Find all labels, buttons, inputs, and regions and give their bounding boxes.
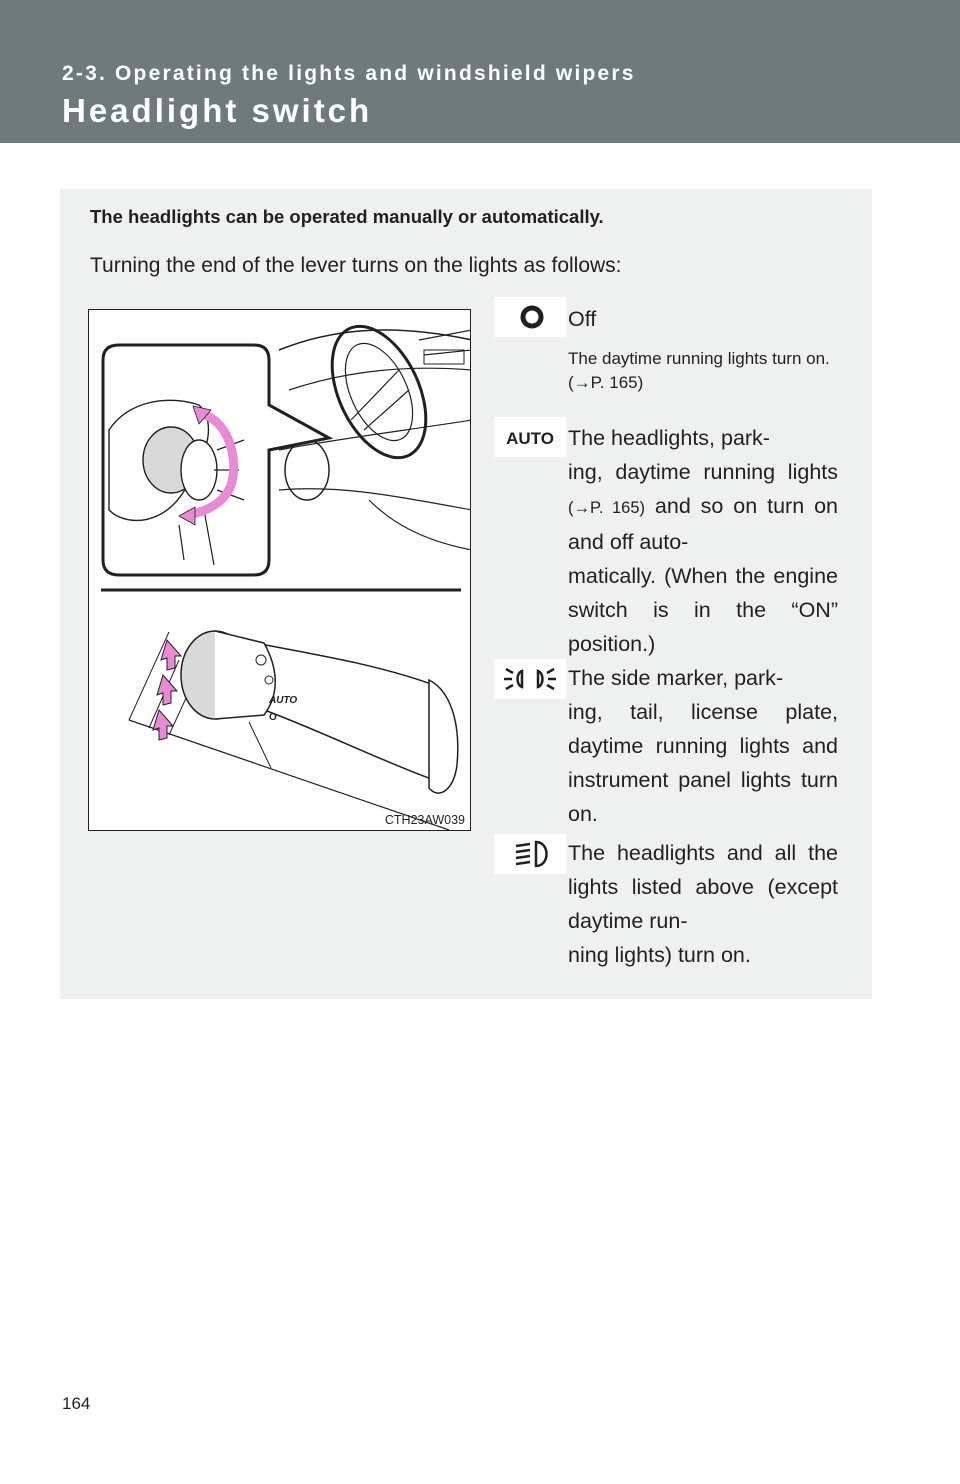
position-side-marker-description: The side marker, park- ing, tail, license plate, daytime running lights and instrument panel lights turn on. <box>568 666 838 826</box>
page-number: 164 <box>62 1394 91 1413</box>
svg-text:AUTO: AUTO <box>506 429 554 448</box>
intro-summary: The headlights can be operated manually or automatically. <box>90 206 604 227</box>
lever-illustration <box>88 309 471 831</box>
page-title: Headlight switch <box>62 92 373 129</box>
section-label: 2-3. Operating the lights and windshield wipers <box>62 62 636 85</box>
headlight-icon <box>494 834 566 874</box>
lever-auto-label: AUTO <box>269 695 298 706</box>
position-headlights-description: The headlights and all the lights listed above (except daytime run- ning lights) turn on. <box>568 841 838 967</box>
position-off-note: The daytime running lights turn on. (→P. 165) <box>568 349 830 392</box>
lever-illustration-art <box>89 310 471 831</box>
side-marker-lights-icon <box>494 659 566 699</box>
auto-icon <box>494 417 566 457</box>
position-off-label: Off <box>568 307 597 331</box>
figure-code: CTH23AW039 <box>384 813 465 827</box>
position-auto-description: The headlights, park- ing, daytime running lights (→P. 165) and so on turn on and off auto- matically. (When the engine switch is in the “ON” position.) <box>568 426 838 656</box>
content-panel <box>60 189 872 999</box>
intro-instruction: Turning the end of the lever turns on the lights as follows: <box>90 254 622 277</box>
off-ring-icon <box>494 297 566 337</box>
lever-off-label: O <box>269 712 277 723</box>
header-band <box>0 0 960 143</box>
